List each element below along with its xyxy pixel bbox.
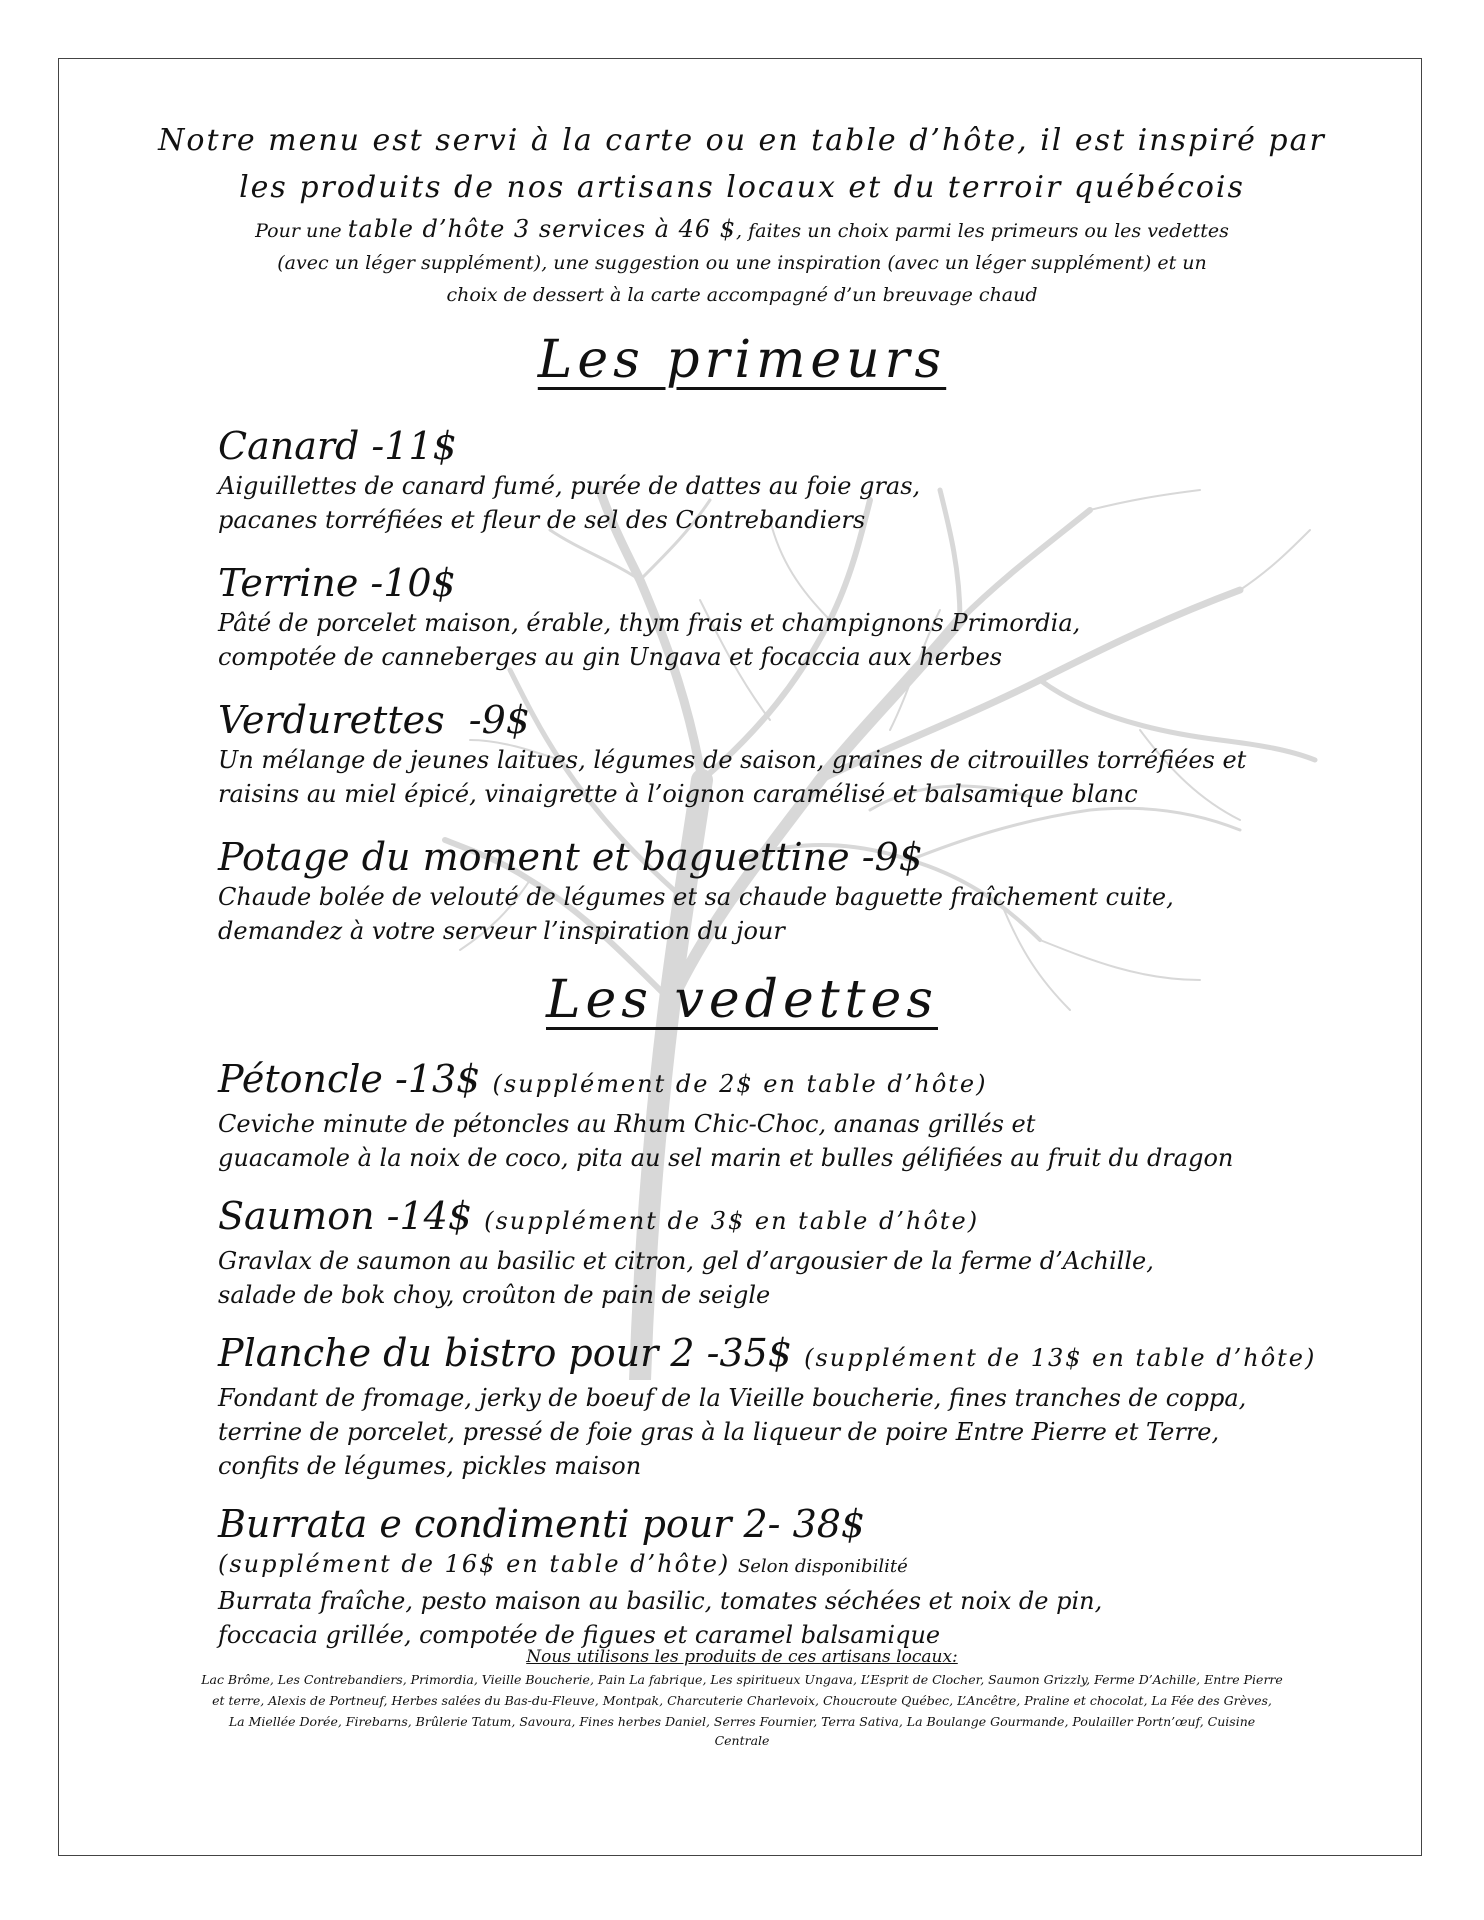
dish-description-line: Pâté de porcelet maison, érable, thym frais et champignons Primordia,: [218, 609, 1081, 637]
dish-heading: [218, 1193, 1328, 1244]
dish-name: Burrata e condimenti pour 2- 38$: [218, 1502, 866, 1546]
dish-description-line: Aiguillettes de canard fumé, purée de dattes au foie gras,: [218, 472, 921, 500]
artisans-block: [200, 1646, 1284, 1750]
dish-description-line: foccacia grillée, compotée de figues et caramel balsamique: [218, 1621, 941, 1649]
dish-description-line: terrine de porcelet, pressé de foie gras à la liqueur de poire Entre Pierre et Terre,: [218, 1418, 1220, 1446]
dish-description-line: raisins au miel épicé, vinaigrette à l’oignon caramélisé et balsamique blanc: [218, 780, 1138, 808]
dish-burrata: [218, 1501, 1328, 1652]
dish-name: Potage du moment et baguettine -9$: [218, 835, 923, 879]
section-title-vedettes: Les vedettes: [546, 970, 938, 1030]
dish-heading: [218, 1056, 1328, 1107]
dish-description-line: demandez à votre serveur l’inspiration du jour: [218, 917, 785, 945]
dish-description-line: Fondant de fromage, jerky de boeuf de la Vieille boucherie, fines tranches de coppa,: [218, 1384, 1247, 1412]
dish-verdurettes: [218, 697, 1328, 811]
table-dhote-price: table d’hôte 3 services à 46 $: [347, 215, 737, 243]
dish-supplement: (supplément de 13$ en table d’hôte): [804, 1344, 1317, 1372]
dish-name: Saumon -14$: [218, 1194, 472, 1238]
dish-description-line: Chaude bolée de velouté de légumes et sa chaude baguette fraîchement cuite,: [218, 883, 1174, 911]
artisans-list-line: Lac Brôme, Les Contrebandiers, Primordia, Vieille Boucherie, Pain La fabrique, Les spiritueux Ungava, L’Esprit de Clocher, Saumon Grizzly, Ferme D’Achille, Entre Pierre: [201, 1672, 1283, 1687]
dish-planche: [218, 1330, 1328, 1483]
dish-description-line: Gravlax de saumon au basilic et citron, gel d’argousier de la ferme d’Achille,: [218, 1247, 1154, 1275]
intro-sub-after: , faites un choix parmi les primeurs ou les vedettes (avec un léger supplément), une suggestion ou une inspiration (avec un léger supplément) et un choix de dessert à la carte accompagné d’un breuvage chaud: [277, 220, 1229, 306]
dish-description-line: Burrata fraîche, pesto maison au basilic, tomates séchées et noix de pin,: [218, 1587, 1103, 1615]
dish-terrine: [218, 560, 1328, 674]
dish-name: Canard -11$: [218, 424, 457, 468]
dish-name: Verdurettes -9$: [218, 698, 530, 742]
dish-petoncle: [218, 1056, 1328, 1175]
dish-supplement-line: [218, 1547, 1328, 1584]
section-title-primeurs: Les primeurs: [537, 330, 947, 390]
dish-heading: [218, 1330, 1328, 1381]
dish-description-line: confits de légumes, pickles maison: [218, 1452, 642, 1480]
dish-name: Terrine -10$: [218, 561, 456, 605]
intro-sub-before: Pour une: [255, 220, 348, 242]
dish-description-line: salade de bok choy, croûton de pain de seigle: [218, 1281, 771, 1309]
dish-description-line: compotée de canneberges au gin Ungava et focaccia aux herbes: [218, 643, 1003, 671]
artisans-list-line: et terre, Alexis de Portneuf, Herbes salées du Bas-du-Fleuve, Montpak, Charcuterie Charlevoix, Choucroute Québec, L’Ancêtre, Praline et chocolat, La Fée des Grèves,: [212, 1693, 1272, 1708]
dish-canard: [218, 423, 1328, 537]
intro-text: Notre menu est servi à la carte ou en table d’hôte, il est inspiré par les produits de nos artisans locaux et du terroir québécois: [158, 123, 1326, 205]
dish-name: Planche du bistro pour 2 -35$: [218, 1331, 792, 1375]
dish-saumon: [218, 1193, 1328, 1312]
dish-description-line: guacamole à la noix de coco, pita au sel marin et bulles gélifiées au fruit du dragon: [218, 1144, 1234, 1172]
artisans-title: Nous utilisons les produits de ces artisans locaux:: [526, 1647, 958, 1667]
dish-description-line: Ceviche minute de pétoncles au Rhum Chic-Choc, ananas grillés et: [218, 1110, 1036, 1138]
dish-supplement: (supplément de 3$ en table d’hôte): [484, 1207, 980, 1235]
dish-description-line: pacanes torréfiées et fleur de sel des Contrebandiers: [218, 506, 866, 534]
dish-name: Pétoncle -13$: [218, 1057, 481, 1101]
table-dhote-description: [250, 213, 1234, 311]
dish-description-line: Un mélange de jeunes laitues, légumes de saison, graines de citrouilles torréfiées et: [218, 746, 1247, 774]
dish-supplement: (supplément de 16$ en table d’hôte): [218, 1550, 731, 1578]
dish-supplement: (supplément de 2$ en table d’hôte): [492, 1070, 988, 1098]
dish-potage: [218, 834, 1328, 948]
artisans-list-line: La Miellée Dorée, Firebarns, Brûlerie Tatum, Savoura, Fines herbes Daniel, Serres Fournier, Terra Sativa, La Boulange Gourmande, Poulailler Portn’œuf, Cuisine Centrale: [228, 1714, 1256, 1748]
dish-availability-note: Selon disponibilité: [737, 1556, 908, 1577]
